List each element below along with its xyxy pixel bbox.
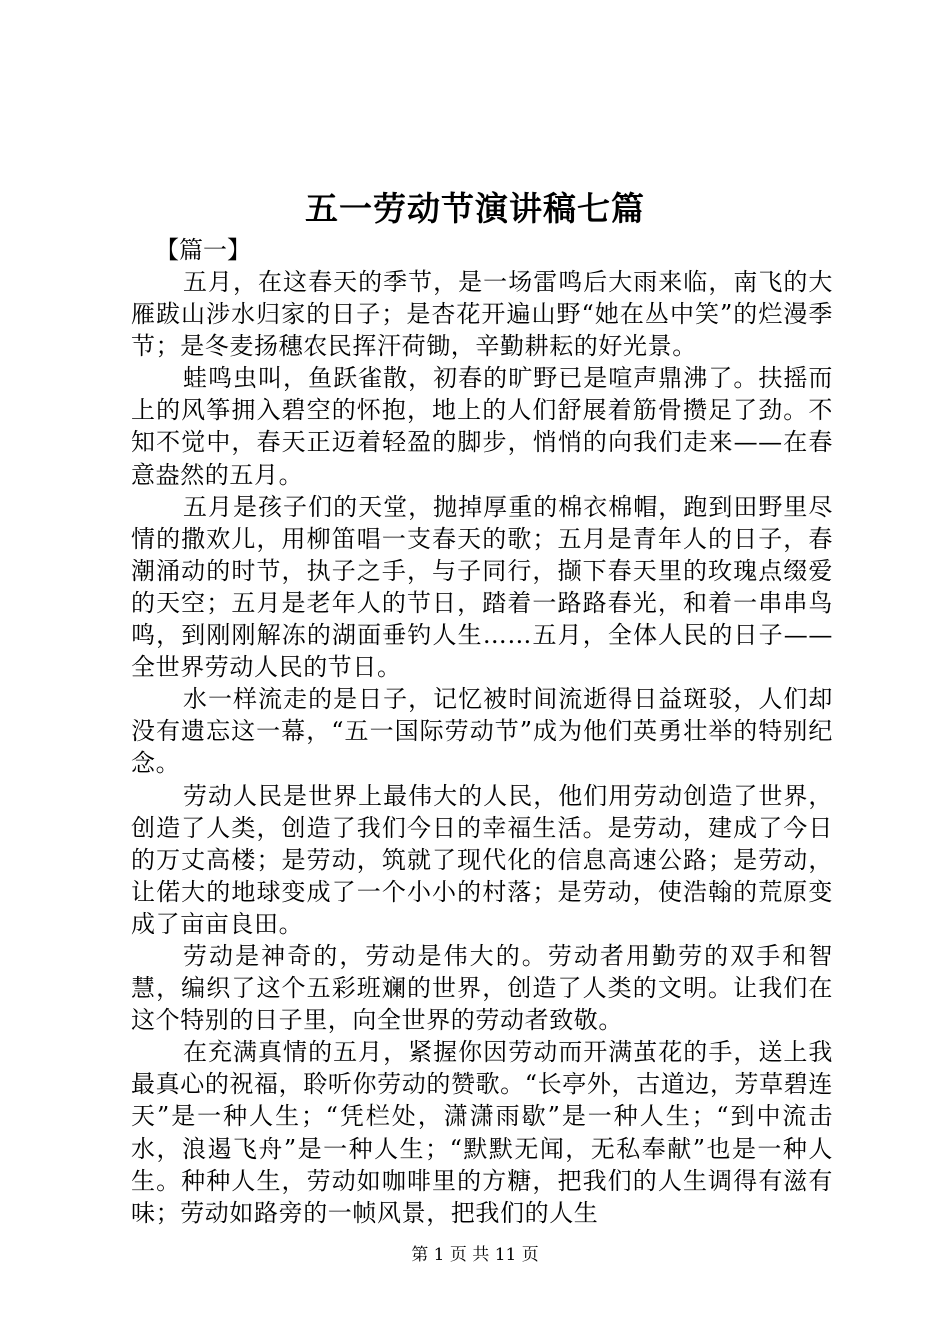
- paragraph-7: 在充满真情的五月，紧握你因劳动而开满茧花的手，送上我最真心的祝福，聆听你劳动的赞歌。“长亭外，古道边，芳草碧连天”是一种人生；“凭栏处，潇潇雨歇”是一种人生；“到中流击水，浪遏飞舟”是一种人生；“默默无闻，无私奉献”也是一种人生。种种人生，劳动如咖啡里的方糖，把我们的人生调得有滋有味；劳动如路旁的一帧风景，把我们的人生: [131, 1038, 833, 1227]
- page-footer: 第 1 页 共 11 页: [411, 1245, 539, 1265]
- section-heading: 【篇一】: [155, 236, 251, 264]
- paragraph-3: 五月是孩子们的天堂，抛掉厚重的棉衣棉帽，跑到田野里尽情的撒欢儿，用柳笛唱一支春天的歌；五月是青年人的日子，春潮涌动的时节，执子之手，与子同行，撷下春天里的玫瑰点缀爱的天空；五月是老年人的节日，踏着一路路春光，和着一串串鸟鸣，到刚刚解冻的湖面垂钓人生……五月，全体人民的日子——全世界劳动人民的节日。: [131, 492, 833, 682]
- paragraph-6: 劳动是神奇的，劳动是伟大的。劳动者用勤劳的双手和智慧，编织了这个五彩班斓的世界，创造了人类的文明。让我们在这个特别的日子里，向全世界的劳动者致敬。: [131, 941, 833, 1035]
- document-title: 五一劳动节演讲稿七篇: [305, 189, 645, 228]
- paragraph-1: 五月，在这春天的季节，是一场雷鸣后大雨来临，南飞的大雁跋山涉水归家的日子；是杏花开遍山野“她在丛中笑”的烂漫季节；是冬麦扬穗农民挥汗荷锄，辛勤耕耘的好光景。: [131, 268, 833, 361]
- paragraph-5: 劳动人民是世界上最伟大的人民，他们用劳动创造了世界，创造了人类，创造了我们今日的幸福生活。是劳动，建成了今日的万丈高楼；是劳动，筑就了现代化的信息高速公路；是劳动，让偌大的地球变成了一个小小的村落；是劳动，使浩翰的荒原变成了亩亩良田。: [131, 781, 833, 938]
- paragraph-4: 水一样流走的是日子，记忆被时间流逝得日益斑驳，人们却没有遗忘这一幕，“五一国际劳动节”成为他们英勇壮举的特别纪念。: [131, 685, 833, 778]
- paragraph-2: 蛙鸣虫叫，鱼跃雀散，初春的旷野已是喧声鼎沸了。扶摇而上的风筝拥入碧空的怀抱，地上的人们舒展着筋骨攒足了劲。不知不觉中，春天正迈着轻盈的脚步，悄悄的向我们走来——在春意盎然的五月。: [131, 364, 833, 489]
- document-body: [131, 234, 833, 1229]
